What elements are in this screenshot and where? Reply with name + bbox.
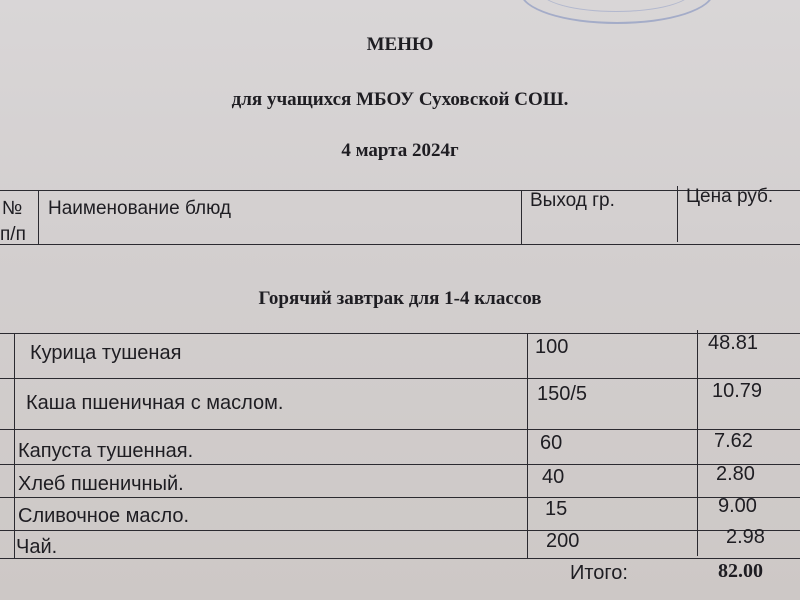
menu-date: 4 марта 2024г <box>341 140 459 161</box>
col-divider <box>697 330 698 556</box>
header-price: Цена руб. <box>686 186 774 207</box>
row-6-yield: 200 <box>546 530 580 552</box>
row-border <box>0 497 800 498</box>
row-border <box>0 558 800 559</box>
section-title: Горячий завтрак для 1-4 классов <box>258 288 542 309</box>
col-divider <box>14 333 15 558</box>
header-col-divider <box>677 186 678 242</box>
row-3-price: 7.62 <box>714 430 753 452</box>
header-num-sub: п/п <box>0 224 26 245</box>
header-col-divider <box>38 190 39 244</box>
row-2-yield: 150/5 <box>537 383 588 405</box>
total-label: Итого: <box>570 562 628 584</box>
row-border <box>0 464 800 465</box>
header-dish-name: Наименование блюд <box>48 198 232 219</box>
row-1-name: Курица тушеная <box>30 342 182 364</box>
row-6-price: 2.98 <box>726 526 765 548</box>
header-yield: Выход гр. <box>530 190 615 211</box>
menu-title: МЕНЮ <box>366 34 434 55</box>
total-value: 82.00 <box>718 560 763 582</box>
row-5-name: Сливочное масло. <box>18 505 190 527</box>
row-3-yield: 60 <box>540 432 563 454</box>
row-border <box>0 333 800 334</box>
header-bottom-border <box>0 244 800 245</box>
row-2-price: 10.79 <box>712 380 763 402</box>
header-num: № <box>2 198 23 219</box>
row-4-price: 2.80 <box>716 463 755 485</box>
row-2-name: Каша пшеничная с маслом. <box>26 392 284 414</box>
col-divider <box>527 333 528 558</box>
header-col-divider <box>521 190 522 244</box>
row-border <box>0 429 800 430</box>
menu-subtitle: для учащихся МБОУ Суховской СОШ. <box>231 89 569 110</box>
row-5-price: 9.00 <box>718 495 757 517</box>
row-4-name: Хлеб пшеничный. <box>18 473 184 495</box>
row-border <box>0 378 800 379</box>
row-3-name: Капуста тушенная. <box>18 440 194 462</box>
header-top-border <box>0 190 800 191</box>
row-6-name: Чай. <box>16 536 58 558</box>
row-5-yield: 15 <box>545 498 568 520</box>
row-4-yield: 40 <box>542 466 565 488</box>
row-1-price: 48.81 <box>708 332 759 354</box>
row-border <box>0 530 800 531</box>
row-1-yield: 100 <box>535 336 569 358</box>
